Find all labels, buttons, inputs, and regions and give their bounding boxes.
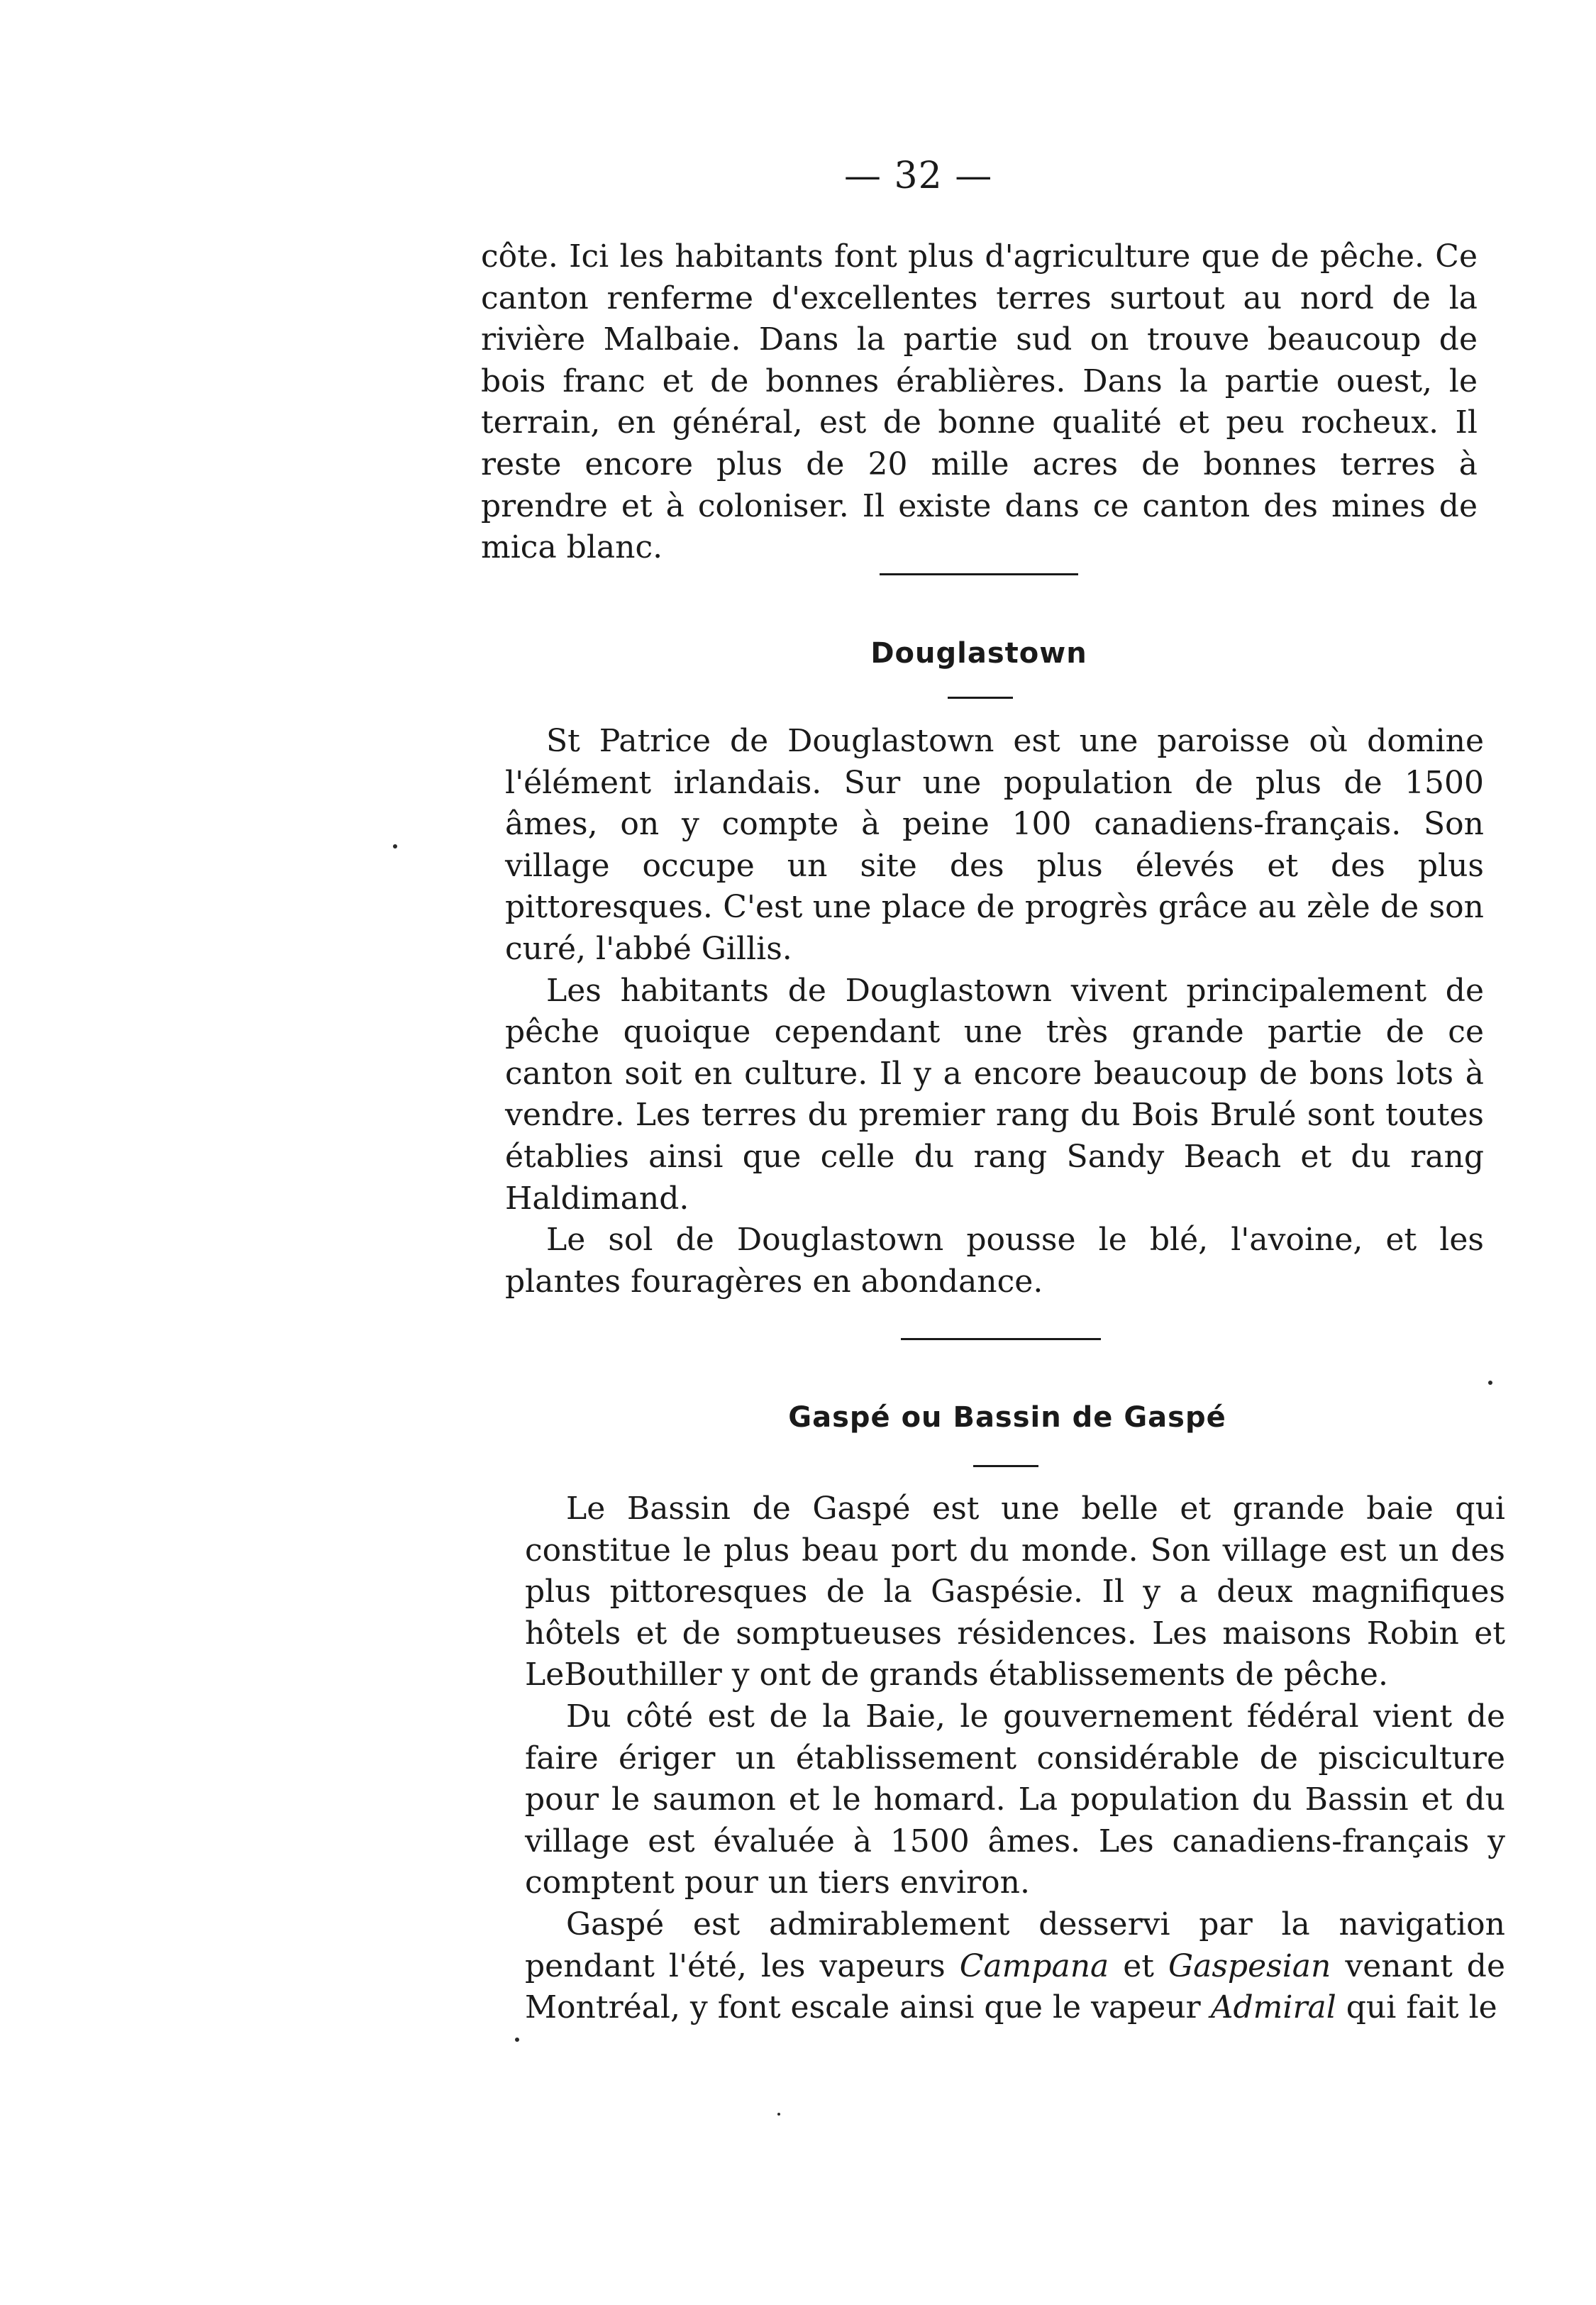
douglastown-paragraph-3: Le sol de Douglastown pousse le blé, l'avoine, et les plantes fouragères en abondance. bbox=[505, 1222, 1484, 1300]
douglastown-paragraph-1: St Patrice de Douglastown est une paroisse où domine l'élément irlandais. Sur une population de plus de 1500 âmes, on y compte à peine 100 canadiens-français. Son village occupe un site des plus élevés et des plus pittoresques. C'est une place de progrès grâce au zèle de son curé, l'abbé Gillis. bbox=[505, 723, 1484, 967]
gaspe-text-block bbox=[525, 1488, 1505, 2029]
gaspe-paragraph-2: Du côté est de la Baie, le gouvernement fédéral vient de faire ériger un établissement considérable de pisciculture pour le saumon et le homard. La population du Bassin et du village est évaluée à 1500 âmes. Les canadiens-français y comptent pour un tiers environ. bbox=[525, 1698, 1505, 1901]
douglastown-text-block bbox=[505, 721, 1484, 1303]
ship-name-admiral: Admiral bbox=[1210, 1989, 1336, 2026]
douglastown-paragraph-2: Les habitants de Douglastown vivent principalement de pêche quoique cependant une très grande partie de ce canton soit en culture. Il y a encore beaucoup de bons lots à vendre. Les terres du premier rang du Bois Brulé sont toutes établies ainsi que celle du rang Sandy Beach et du rang Haldimand. bbox=[505, 972, 1484, 1217]
closing-text-1: Gaspé est admirablement desservi par la navigation pendant l'été, les vapeurs bbox=[525, 1906, 1505, 1984]
intro-paragraph: côte. Ici les habitants font plus d'agriculture que de pêche. Ce canton renferme d'excellentes terres surtout au nord de la rivière Malbaie. Dans la partie sud on trouve beaucoup de bois franc et de bonnes érablières. Dans la partie ouest, le terrain, en général, est de bonne qualité et peu rocheux. Il reste encore plus de 20 mille acres de bonnes terres à prendre et à coloniser. Il existe dans ce canton des mines de mica blanc. bbox=[481, 238, 1478, 566]
section-divider bbox=[880, 573, 1078, 575]
scan-speck bbox=[1488, 1381, 1492, 1385]
ship-name-campana: Campana bbox=[959, 1947, 1109, 1984]
heading-underline bbox=[973, 1465, 1038, 1467]
page-number: — 32 — bbox=[844, 155, 993, 197]
section-heading-gaspe: Gaspé ou Bassin de Gaspé bbox=[788, 1401, 1226, 1434]
scan-speck bbox=[777, 2113, 780, 2116]
section-divider bbox=[901, 1338, 1101, 1340]
closing-text-3: venant de Montréal, y font escale ainsi que le vapeur bbox=[525, 1947, 1505, 2026]
gaspe-paragraph-3 bbox=[525, 1904, 1505, 2029]
scan-speck bbox=[515, 2038, 519, 2042]
section-heading-douglastown: Douglastown bbox=[870, 637, 1087, 670]
closing-text-4: qui fait le bbox=[1336, 1989, 1497, 2026]
intro-text-block bbox=[481, 236, 1478, 569]
gaspe-paragraph-1: Le Bassin de Gaspé est une belle et grande baie qui constitue le plus beau port du monde. Son village est un des plus pittoresques de la Gaspésie. Il y a deux magnifiques hôtels et de somptueuses résidences. Les maisons Robin et LeBouthiller y ont de grands établissements de pêche. bbox=[525, 1491, 1505, 1693]
heading-underline bbox=[948, 697, 1013, 699]
ship-name-gaspesian: Gaspesian bbox=[1168, 1947, 1331, 1984]
closing-text-2: et bbox=[1109, 1947, 1168, 1984]
scan-speck bbox=[393, 844, 397, 849]
